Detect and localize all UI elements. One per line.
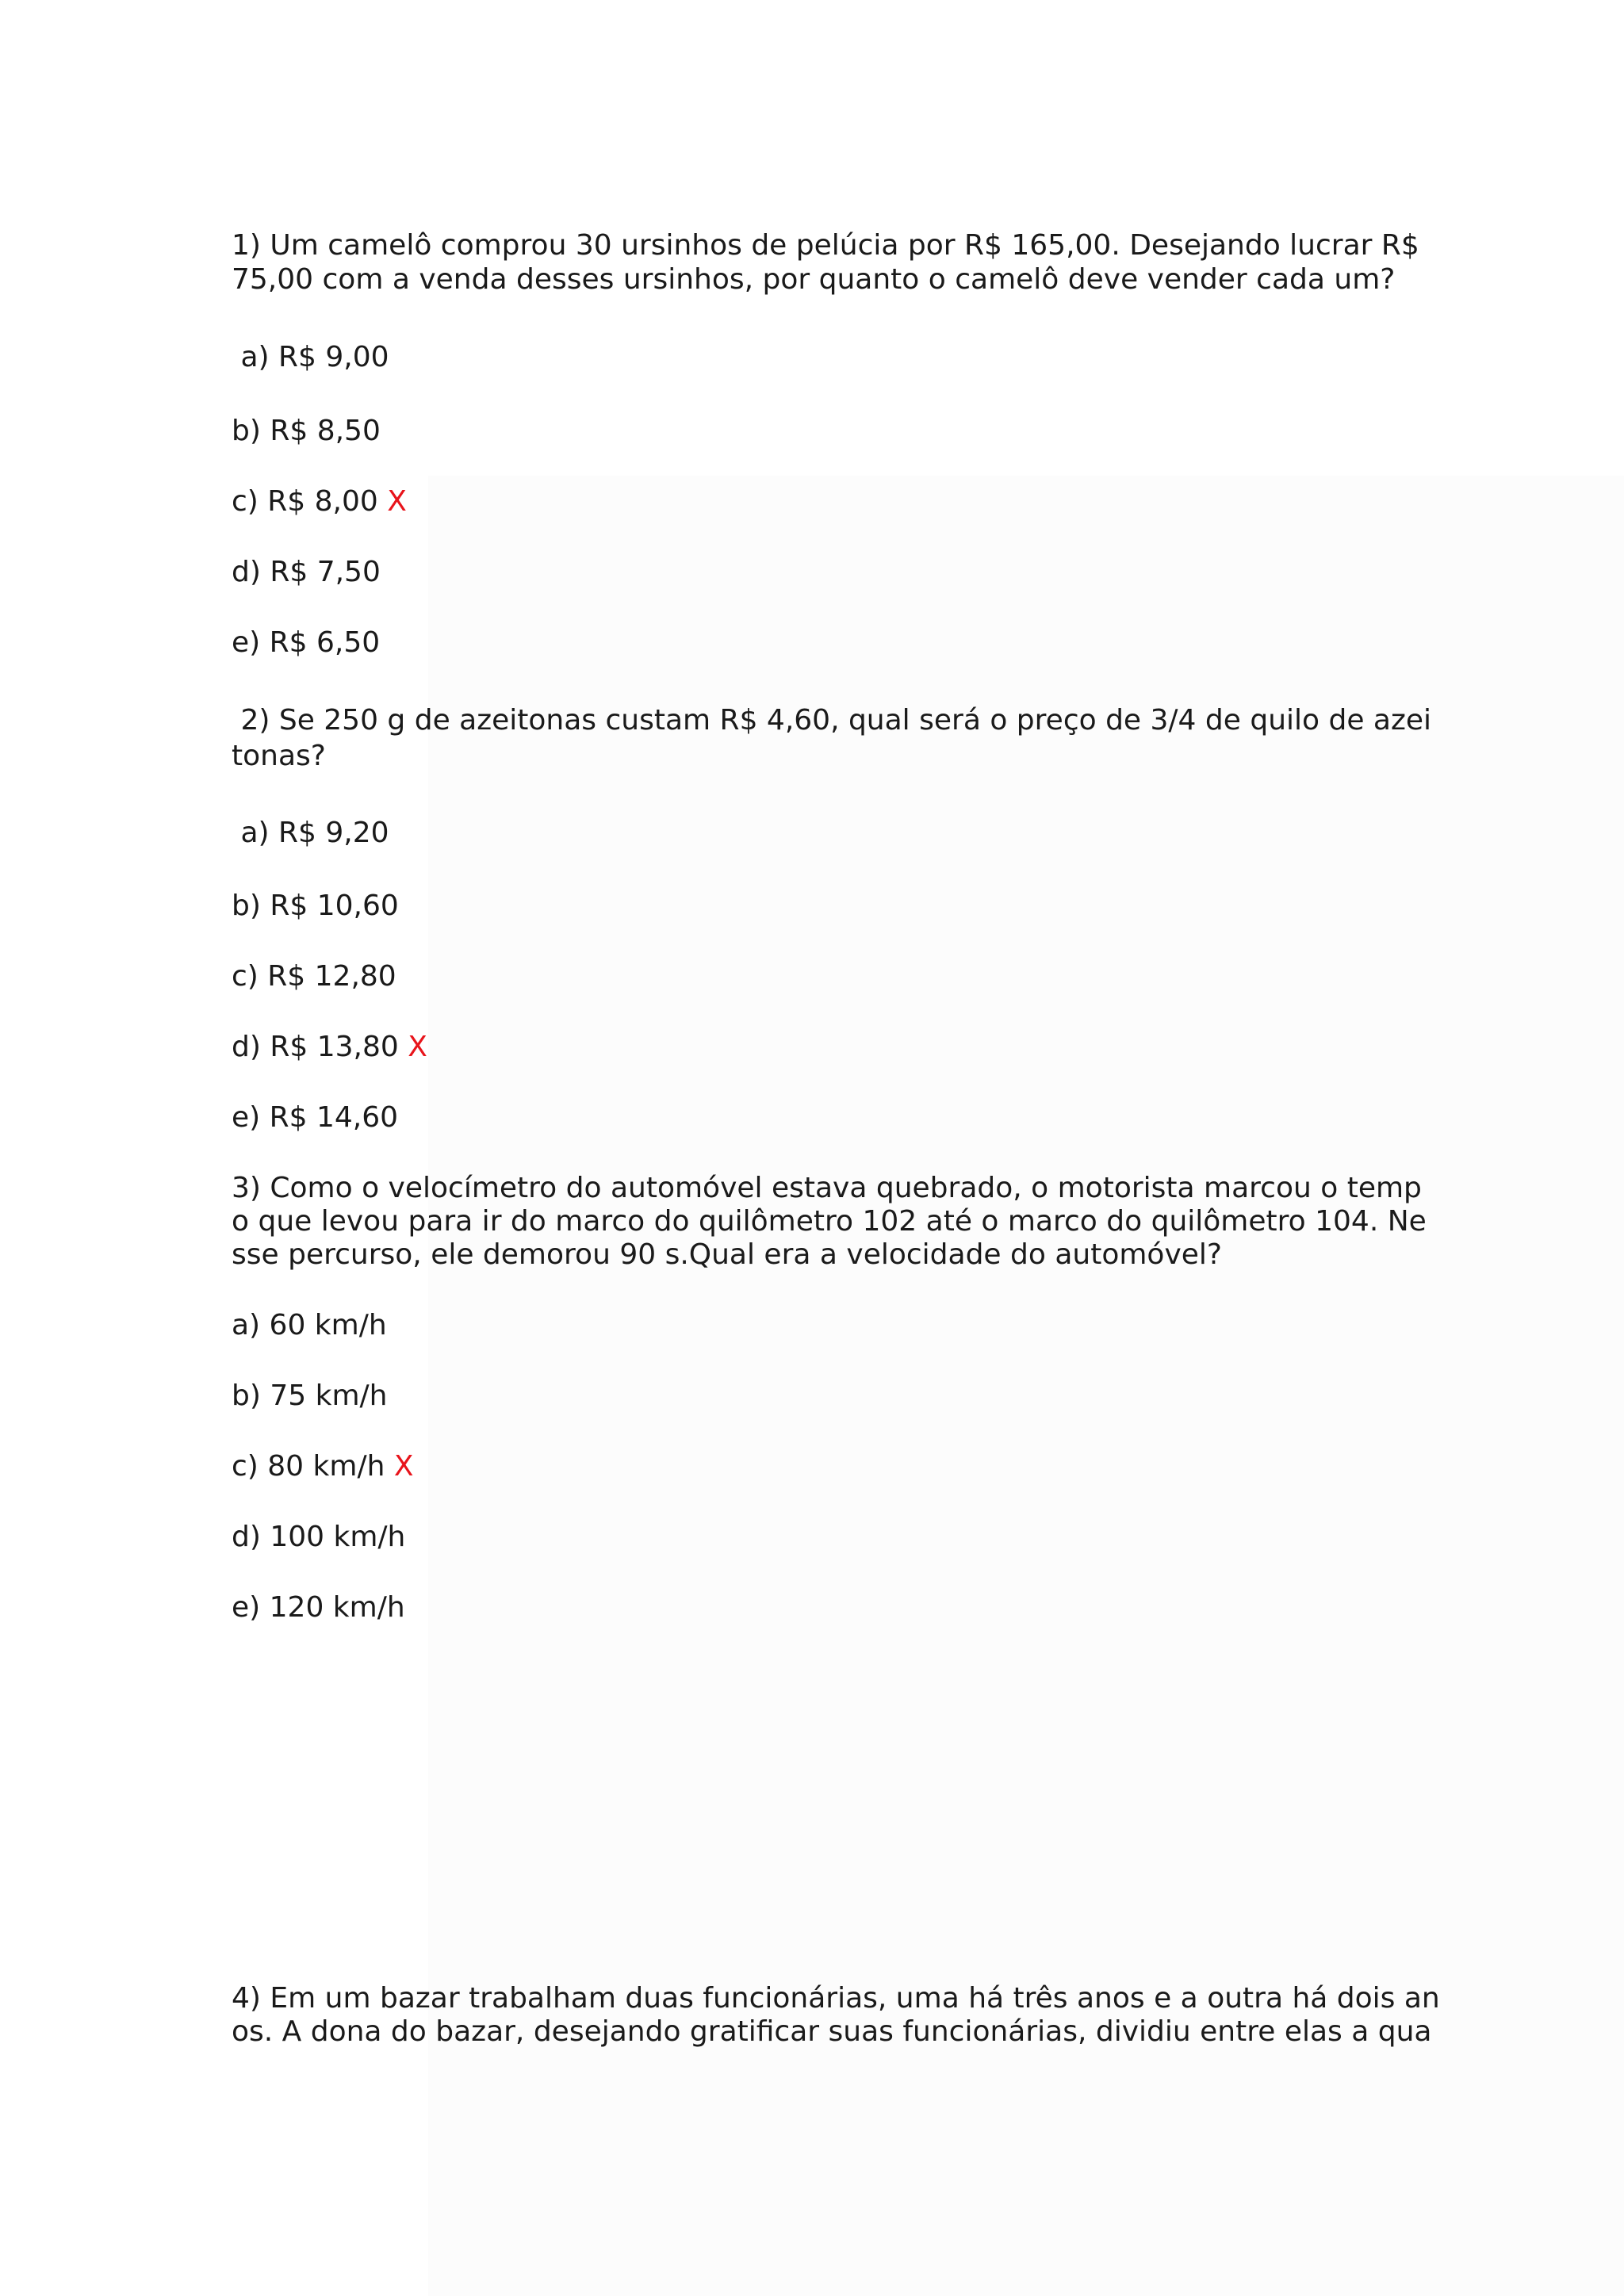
option-text: d) R$ 13,80 [232, 1031, 408, 1063]
option-text: c) 80 km/h [232, 1450, 394, 1483]
option-text: c) R$ 12,80 [232, 960, 396, 993]
option-text: d) R$ 7,50 [232, 556, 381, 588]
option-text: e) R$ 14,60 [232, 1101, 399, 1134]
question-3-option-d [232, 1521, 405, 1554]
question-3-prompt-line-1: 3) Como o velocímetro do automóvel estava quebrado, o motorista marcou o temp [232, 1172, 1422, 1204]
option-text: a) R$ 9,00 [232, 341, 389, 373]
question-2-option-d [232, 1031, 427, 1064]
question-3-prompt-line-3: sse percurso, ele demorou 90 s.Qual era a velocidade do automóvel? [232, 1238, 1223, 1271]
option-text: c) R$ 8,00 [232, 485, 388, 518]
option-text: d) 100 km/h [232, 1521, 406, 1553]
question-4-prompt-line-1: 4) Em um bazar trabalham duas funcionárias, uma há três anos e a outra há dois an [232, 1982, 1440, 2015]
question-2-option-e [232, 1101, 398, 1135]
option-text: b) R$ 8,50 [232, 415, 381, 447]
question-3-option-a [232, 1309, 387, 1342]
option-text: b) R$ 10,60 [232, 890, 399, 922]
option-text: a) 60 km/h [232, 1309, 387, 1341]
question-4-prompt-line-2: os. A dona do bazar, desejando gratificar suas funcionárias, dividiu entre elas a qua [232, 2015, 1432, 2048]
question-3-option-c [232, 1450, 414, 1483]
answer-mark: X [387, 485, 407, 518]
option-text: b) 75 km/h [232, 1380, 388, 1412]
question-2-prompt-line-2: tonas? [232, 740, 326, 772]
question-2-option-c [232, 960, 396, 993]
question-1-prompt-line-1: 1) Um camelô comprou 30 ursinhos de pelúcia por R$ 165,00. Desejando lucrar R$ [232, 229, 1419, 262]
option-text: e) 120 km/h [232, 1591, 405, 1624]
option-text: e) R$ 6,50 [232, 626, 381, 659]
question-1-option-b [232, 415, 381, 448]
question-1-option-e [232, 626, 380, 660]
question-1-option-c [232, 485, 407, 519]
option-text: a) R$ 9,20 [232, 817, 389, 849]
answer-mark: X [408, 1031, 427, 1063]
question-3-option-e [232, 1591, 405, 1624]
question-1-option-a [232, 341, 389, 374]
question-1-prompt-line-2: 75,00 com a venda desses ursinhos, por quanto o camelô deve vender cada um? [232, 263, 1396, 296]
question-2-prompt-line-1: 2) Se 250 g de azeitonas custam R$ 4,60, qual será o preço de 3/4 de quilo de azei [232, 704, 1432, 737]
question-3-prompt-line-2: o que levou para ir do marco do quilômetro 102 até o marco do quilômetro 104. Ne [232, 1205, 1427, 1238]
answer-mark: X [393, 1450, 414, 1483]
question-2-option-a [232, 817, 389, 850]
question-2-option-b [232, 890, 399, 923]
question-3-option-b [232, 1380, 387, 1413]
question-1-option-d [232, 556, 381, 589]
